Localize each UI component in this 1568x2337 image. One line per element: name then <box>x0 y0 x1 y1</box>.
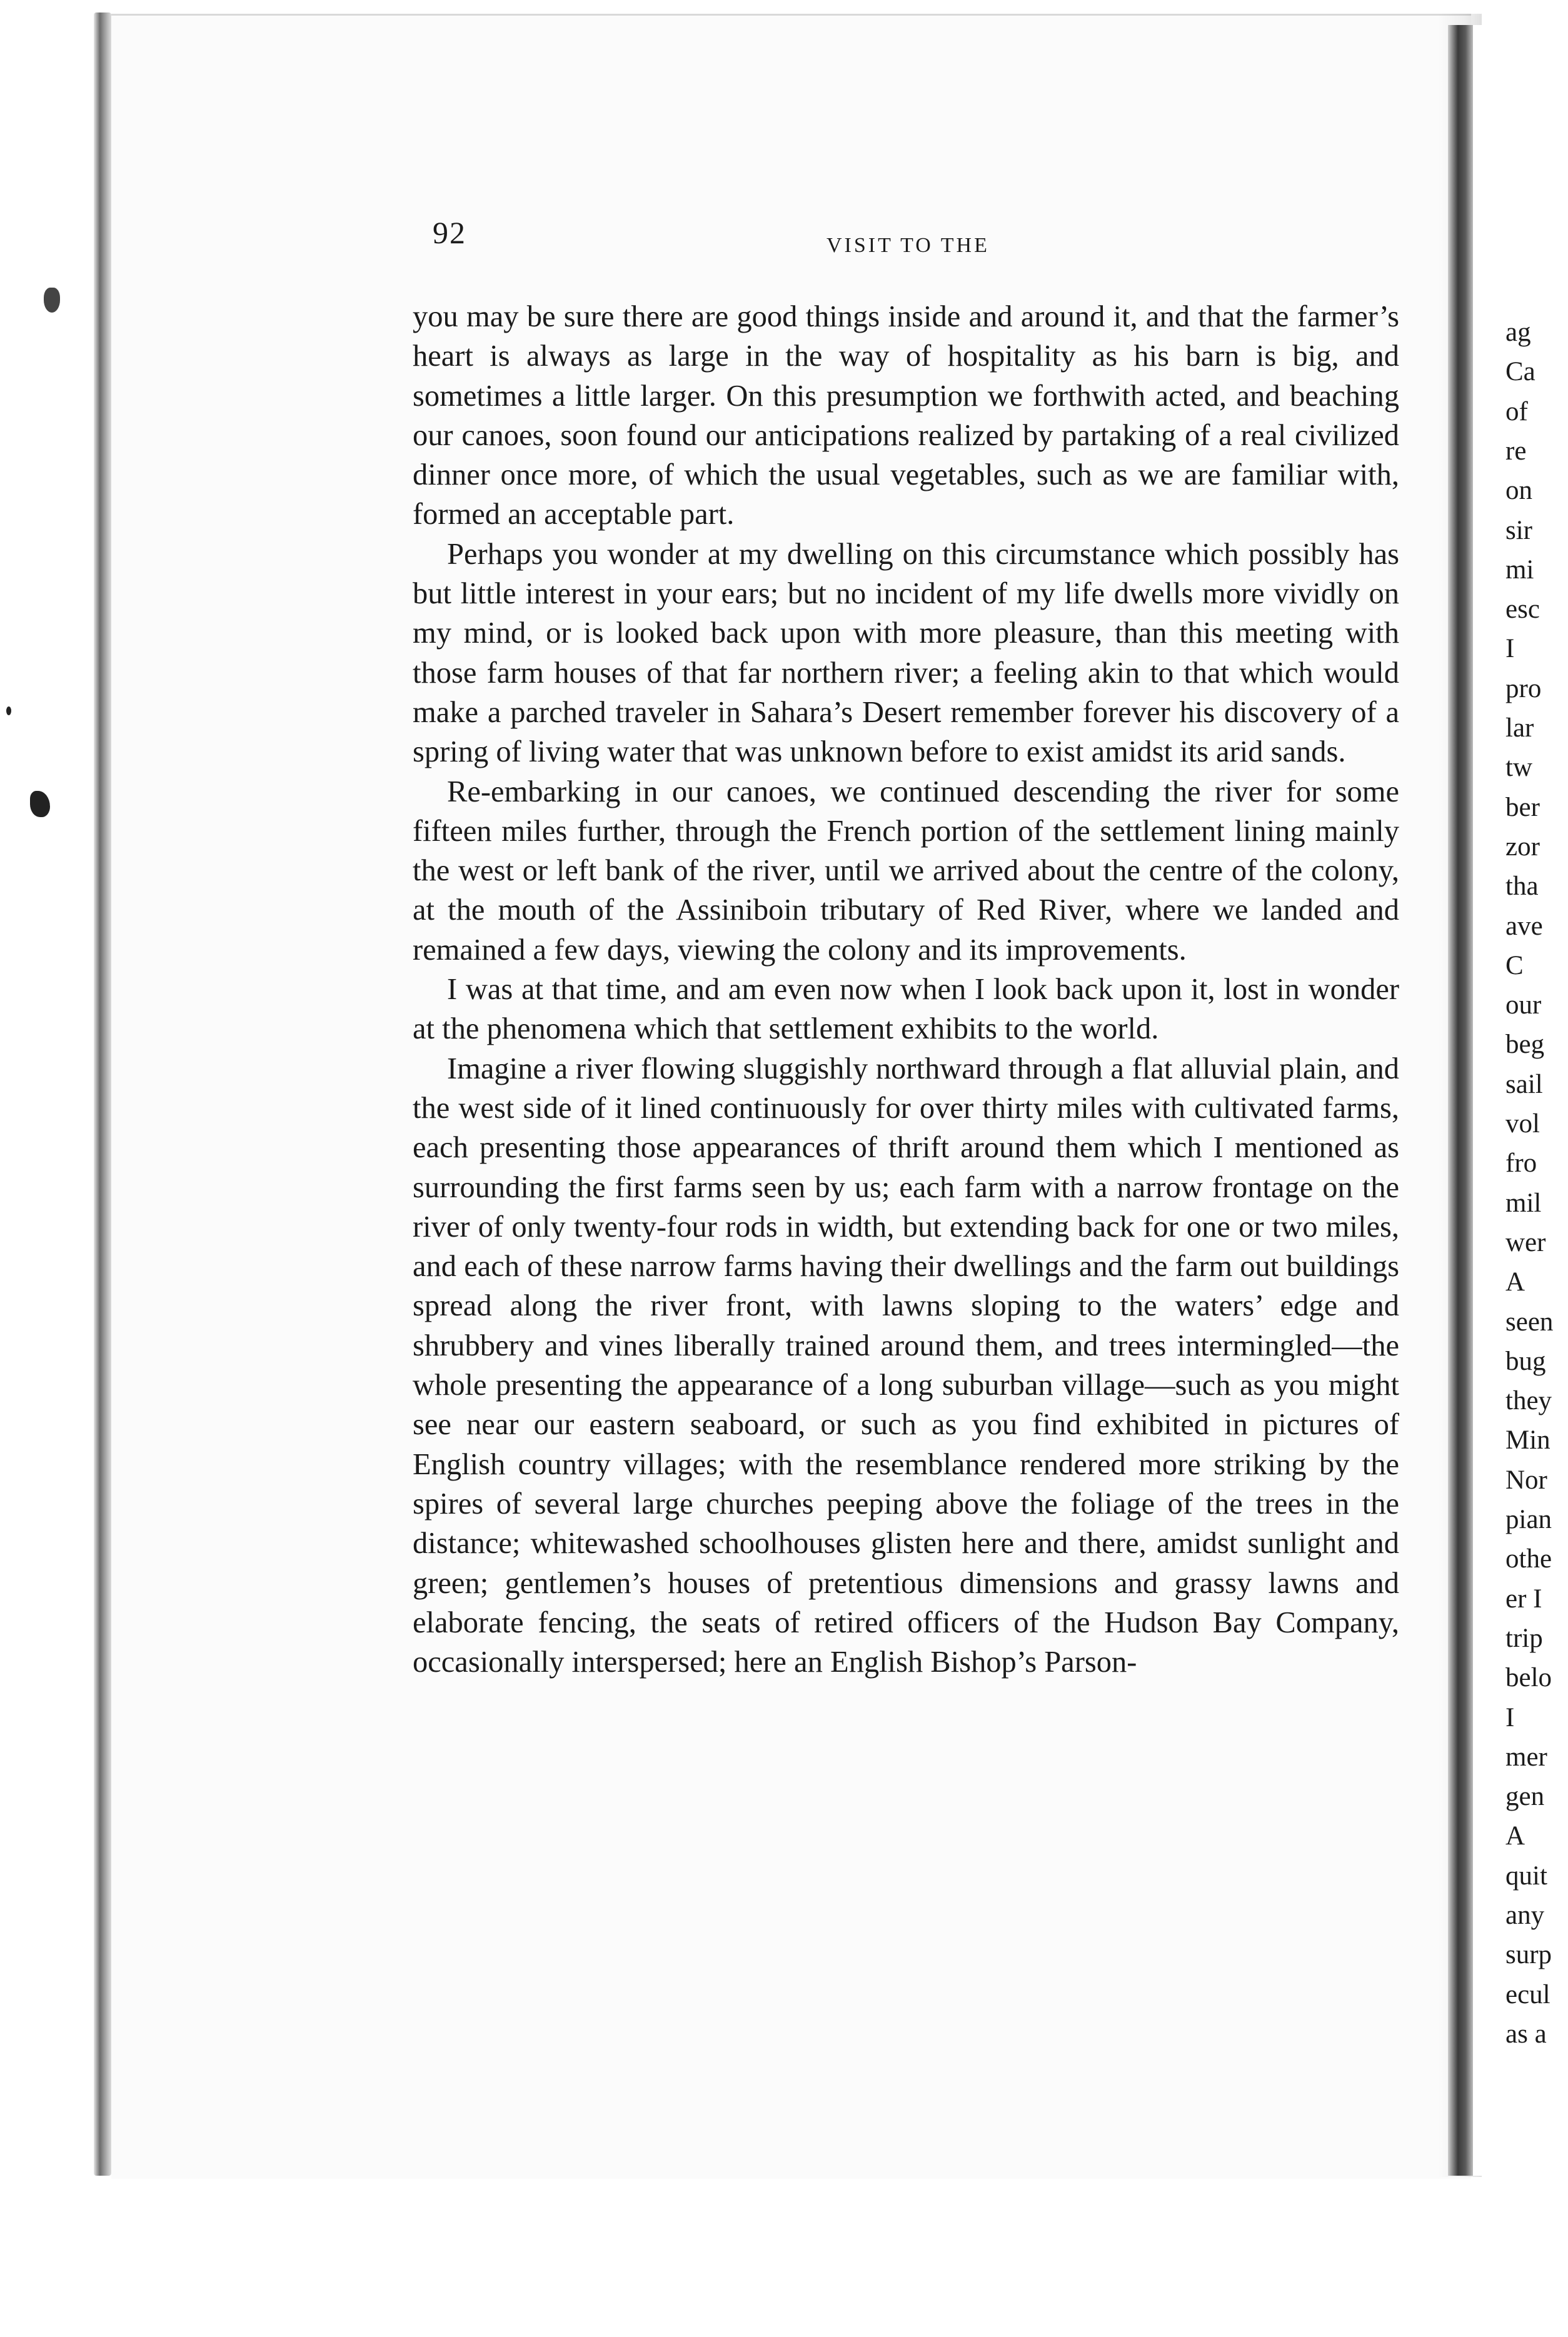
facing-page-line-fragment: belo <box>1505 1663 1552 1693</box>
facing-page-line-fragment: tha <box>1505 872 1539 902</box>
facing-page-line-fragment: gen <box>1505 1782 1545 1812</box>
paragraph: Re-embarking in our canoes, we continued descending the river for some fifteen miles further, through the French portion of the settlement lining mainly the west or left bank of the river, until we arrived about the centre of the colony, at the mouth of the Assiniboin tributary of Red River, where we landed and remained a few days, viewing the colony and its improvements. <box>413 775 1399 967</box>
facing-page-line-fragment: C <box>1505 950 1524 980</box>
running-head: VISIT TO THE <box>827 234 990 257</box>
left-page-edge <box>94 13 111 2176</box>
facing-page-line-fragment: surp <box>1505 1940 1552 1970</box>
paragraph: Perhaps you wonder at my dwelling on this circumstance which possibly has but little interest in your ears; but no incident of my life dwells more vividly on my mind, or is looked back upon with more pleasure, than this meeting with those farm houses of that far northern river; a feeling akin to that which would make a parched traveler in Sahara’s Desert remember forever his discovery of a spring of living water that was unknown before to exist amidst its arid sands. <box>413 537 1399 769</box>
facing-page-edge <box>1473 25 1568 2176</box>
scan-mark <box>44 288 60 313</box>
left-margin <box>0 0 106 2337</box>
paragraph: you may be sure there are good things inside and around it, and that the farmer’s heart is always as large in the way of hospitality as his barn is big, and sometimes a little larger. On this presumption we forthwith acted, and beaching our canoes, soon found our anticipations realized by partaking of a real civilized dinner once more, of which the usual vegetables, such as we are familiar with, formed an acceptable part. <box>413 300 1399 531</box>
facing-page-line-fragment: pian <box>1505 1505 1552 1534</box>
facing-page-line-fragment: Ca <box>1505 357 1535 387</box>
facing-page-line-fragment: I <box>1505 1702 1515 1732</box>
facing-page-line-fragment: they <box>1505 1386 1552 1416</box>
facing-page-line-fragment: any <box>1505 1901 1545 1930</box>
facing-page-line-fragment: sir <box>1505 515 1532 545</box>
facing-page-line-fragment: fro <box>1505 1148 1537 1179</box>
facing-page-line-fragment: as a <box>1505 2019 1547 2049</box>
facing-page-line-fragment: A <box>1505 1821 1525 1851</box>
book-gutter <box>1448 25 1473 2176</box>
facing-page-line-fragment: seen <box>1505 1307 1554 1337</box>
facing-page-line-fragment: ave <box>1505 911 1543 941</box>
facing-page-line-fragment: beg <box>1505 1030 1545 1060</box>
facing-page-line-fragment: of <box>1505 396 1528 426</box>
body-text <box>413 297 1399 1682</box>
facing-page-line-fragment: zor <box>1505 832 1540 862</box>
facing-page-line-fragment: tw <box>1505 753 1532 783</box>
facing-page-line-fragment: Nor <box>1505 1465 1547 1495</box>
facing-page-line-fragment: ecul <box>1505 1979 1550 2009</box>
facing-page-line-fragment: esc <box>1505 595 1540 625</box>
facing-page-line-fragment: A <box>1505 1267 1525 1297</box>
facing-page-line-fragment: Min <box>1505 1425 1550 1455</box>
facing-page-line-fragment: pro <box>1505 673 1542 703</box>
scan-mark <box>6 706 11 715</box>
facing-page-line-fragment: mil <box>1505 1188 1542 1218</box>
facing-page-line-fragment: our <box>1505 990 1542 1020</box>
facing-page-line-fragment: mi <box>1505 555 1534 585</box>
facing-page-line-fragment: sail <box>1505 1069 1543 1099</box>
facing-page-line-fragment: re <box>1505 436 1527 466</box>
facing-page-line-fragment: ber <box>1505 792 1540 822</box>
paragraph: I was at that time, and am even now when I look back upon it, lost in wonder at the phenomena which that settlement exhibits to the world. <box>413 973 1399 1046</box>
facing-page-line-fragment: othe <box>1505 1544 1552 1574</box>
facing-page-line-fragment: wer <box>1505 1227 1546 1257</box>
facing-page-line-fragment: on <box>1505 476 1532 506</box>
facing-page-line-fragment: er I <box>1505 1584 1542 1614</box>
paragraph: Imagine a river flowing sluggishly northward through a flat alluvial plain, and the west side of it lined continuously for over thirty miles with cultivated farms, each presenting those appearances of thrift around them which I mentioned as surrounding the first farms seen by us; each farm with a narrow frontage on the river of only twenty-four rods in width, but extending back for one or two miles, and each of these narrow farms having their dwellings and the farm out buildings spread along the river front, with lawns sloping to the waters’ edge and shrubbery and vines liberally trained around them, and trees intermingled—the whole presenting the appearance of a long suburban village—such as you might see near our eastern seaboard, or such as you find exhibited in pictures of English country villages; with the resemblance rendered more striking by the spires of several large churches peeping above the foliage of the trees in the distance; whitewashed schoolhouses glisten here and there, amidst sunlight and green; gentlemen’s houses of pretentious dimensions and grassy lawns and elaborate fencing, the seats of retired officers of the Hudson Bay Company, occasionally interspersed; here an English Bishop’s Parson- <box>413 1052 1399 1679</box>
facing-page-line-fragment: vol <box>1505 1109 1540 1138</box>
facing-page-line-fragment: ag <box>1505 318 1531 347</box>
facing-page-line-fragment: quit <box>1505 1861 1547 1891</box>
facing-page-line-fragment: lar <box>1505 713 1534 743</box>
facing-page-line-fragment: trip <box>1505 1623 1543 1653</box>
facing-page-line-fragment: mer <box>1505 1742 1547 1772</box>
facing-page-line-fragment: I <box>1505 634 1515 664</box>
page-number: 92 <box>433 215 466 250</box>
facing-page-line-fragment: bug <box>1505 1346 1546 1376</box>
